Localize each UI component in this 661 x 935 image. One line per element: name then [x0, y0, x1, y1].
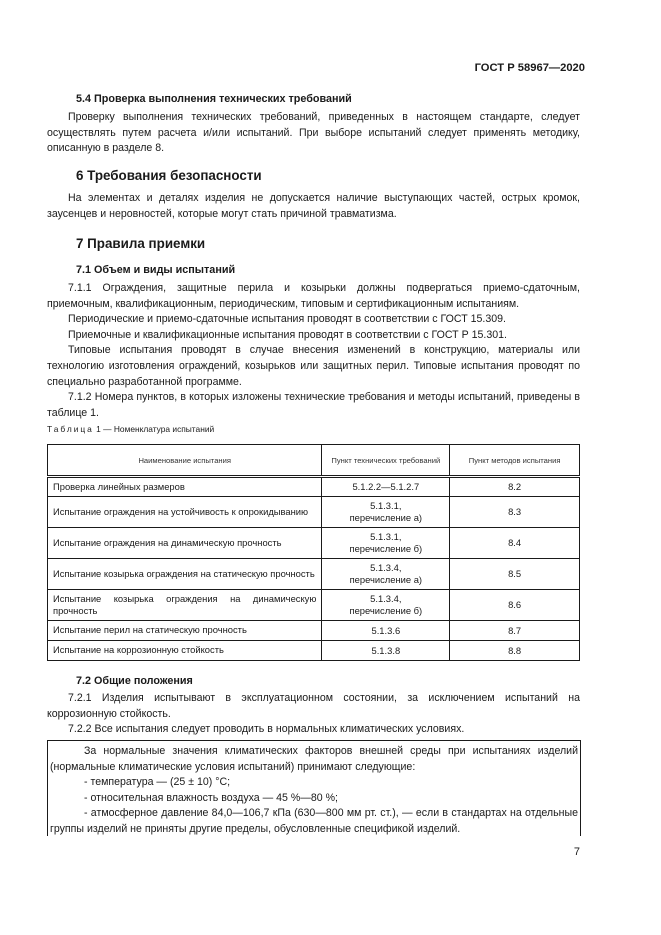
table-row	[48, 477, 580, 497]
clause-number: 5.1.3.8	[371, 644, 401, 656]
cell-test-name: Испытание ограждения на динамическую прочность	[48, 528, 322, 559]
clause-number: 5.1.3.1,	[370, 531, 402, 542]
paragraph-type-tests: Типовые испытания проводят в случае внесения изменений в конструкцию, материалы или технологию изготовления ограждений, козырьков или защитных перил. Типовые испытания проводят по специально разработанной программе.	[47, 344, 580, 388]
cell-test-name: Испытание на коррозионную стойкость	[48, 641, 322, 661]
condition-humidity: - относительная влажность воздуха — 45 %—80 %;	[84, 791, 338, 804]
table-row	[48, 621, 580, 641]
column-header-requirements-clause: Пункт технических требований	[322, 445, 450, 477]
section-6-text: На элементах и деталях изделия не допускается наличие выступающих частей, острых кромок, заусенцев и неровностей, которые могут стать причиной травматизма.	[47, 192, 580, 220]
section-7-2-title: 7.2 Общие положения	[76, 675, 193, 687]
column-header-test-name: Наименование испытания	[48, 445, 322, 477]
table-row	[48, 528, 580, 559]
clause-number: 5.1.3.1,	[370, 500, 402, 511]
cell-methods-clause: 8.8	[450, 641, 580, 661]
section-6-title: 6 Требования безопасности	[76, 168, 262, 183]
cell-methods-clause: 8.3	[450, 497, 580, 528]
cell-methods-clause: 8.2	[450, 477, 580, 497]
climate-conditions-intro: За нормальные значения климатических факторов внешней среды при испытаниях изделий (нормальные климатические условия испытаний) принимают следующие:	[50, 745, 578, 773]
cell-requirements-clause	[322, 621, 450, 641]
clause-number: 5.1.2.2—5.1.2.7	[352, 481, 420, 492]
cell-methods-clause: 8.6	[450, 590, 580, 621]
page-number: 7	[573, 846, 580, 858]
table-header-row	[48, 445, 580, 477]
section-7-title: 7 Правила приемки	[76, 236, 206, 251]
cell-test-name: Испытание ограждения на устойчивость к опрокидыванию	[48, 497, 322, 528]
cell-test-name: Испытание козырька ограждения на динамическую прочность	[48, 590, 322, 621]
cell-requirements-clause	[322, 559, 450, 590]
paragraph-7-1-1: 7.1.1 Ограждения, защитные перила и козырьки должны подвергаться приемо-сдаточным, приемочным, квалификационным, периодическим, типовым и сертификационным испытаниям.	[47, 282, 580, 310]
table-row	[48, 641, 580, 661]
paragraph-7-2-2: 7.2.2 Все испытания следует проводить в нормальных климатических условиях.	[68, 723, 465, 736]
cell-test-name: Испытание перил на статическую прочность	[48, 621, 322, 641]
table-caption-text: 1 — Номенклатура испытаний	[93, 424, 215, 434]
clause-enumeration: перечисление а)	[349, 574, 423, 585]
cell-requirements-clause	[322, 528, 450, 559]
table-caption	[47, 424, 214, 434]
paragraph-7-2-1: 7.2.1 Изделия испытывают в эксплуатационном состоянии, за исключением испытаний на коррозионную стойкость.	[47, 692, 580, 720]
cell-methods-clause: 8.5	[450, 559, 580, 590]
cell-test-name: Испытание козырька ограждения на статическую прочность	[48, 559, 322, 590]
document-id: ГОСТ Р 58967—2020	[474, 62, 585, 74]
clause-number: 5.1.3.4,	[370, 593, 402, 604]
paragraph-acceptance-tests: Приемочные и квалификационные испытания проводят в соответствии с ГОСТ Р 15.301.	[68, 328, 507, 341]
table-row	[48, 590, 580, 621]
cell-methods-clause: 8.4	[450, 528, 580, 559]
cell-requirements-clause	[322, 641, 450, 661]
column-header-methods-clause: Пункт методов испытания	[450, 445, 580, 477]
table-row	[48, 497, 580, 528]
condition-temperature: - температура — (25 ± 10) °С;	[84, 776, 231, 789]
section-7-1-title: 7.1 Объем и виды испытаний	[76, 264, 236, 276]
tests-nomenclature-table	[47, 444, 580, 661]
clause-number: 5.1.3.4,	[370, 562, 402, 573]
paragraph-periodic-tests: Периодические и приемо-сдаточные испытания проводят в соответствии с ГОСТ 15.309.	[68, 313, 506, 326]
cell-methods-clause: 8.7	[450, 621, 580, 641]
cell-requirements-clause	[322, 497, 450, 528]
section-5-4-title: 5.4 Проверка выполнения технических требований	[76, 93, 352, 105]
clause-enumeration: перечисление а)	[349, 512, 423, 523]
climate-conditions-box	[47, 740, 581, 836]
cell-requirements-clause	[322, 477, 450, 497]
paragraph-7-1-2: 7.1.2 Номера пунктов, в которых изложены технические требования и методы испытаний, приведены в таблице 1.	[47, 391, 580, 419]
condition-pressure: - атмосферное давление 84,0—106,7 кПа (630—800 мм рт. ст.), — если в стандартах на отдельные группы изделий не приняты другие пределы, обусловленные спецификой изделий.	[50, 807, 578, 835]
section-7-2-body	[47, 691, 580, 738]
clause-number: 5.1.3.6	[371, 624, 401, 636]
clause-enumeration: перечисление б)	[349, 605, 423, 616]
clause-enumeration: перечисление б)	[349, 543, 423, 554]
cell-requirements-clause	[322, 590, 450, 621]
section-7-1-body	[47, 281, 580, 421]
table-row	[48, 559, 580, 590]
table-caption-word: Таблица	[47, 424, 94, 434]
section-5-4-text: Проверку выполнения технических требований, приведенных в настоящем стандарте, следует осуществлять путем расчета и/или испытаний. При выборе испытаний следует применять методику, описанную в разделе 8.	[47, 111, 580, 155]
cell-test-name: Проверка линейных размеров	[48, 477, 322, 497]
